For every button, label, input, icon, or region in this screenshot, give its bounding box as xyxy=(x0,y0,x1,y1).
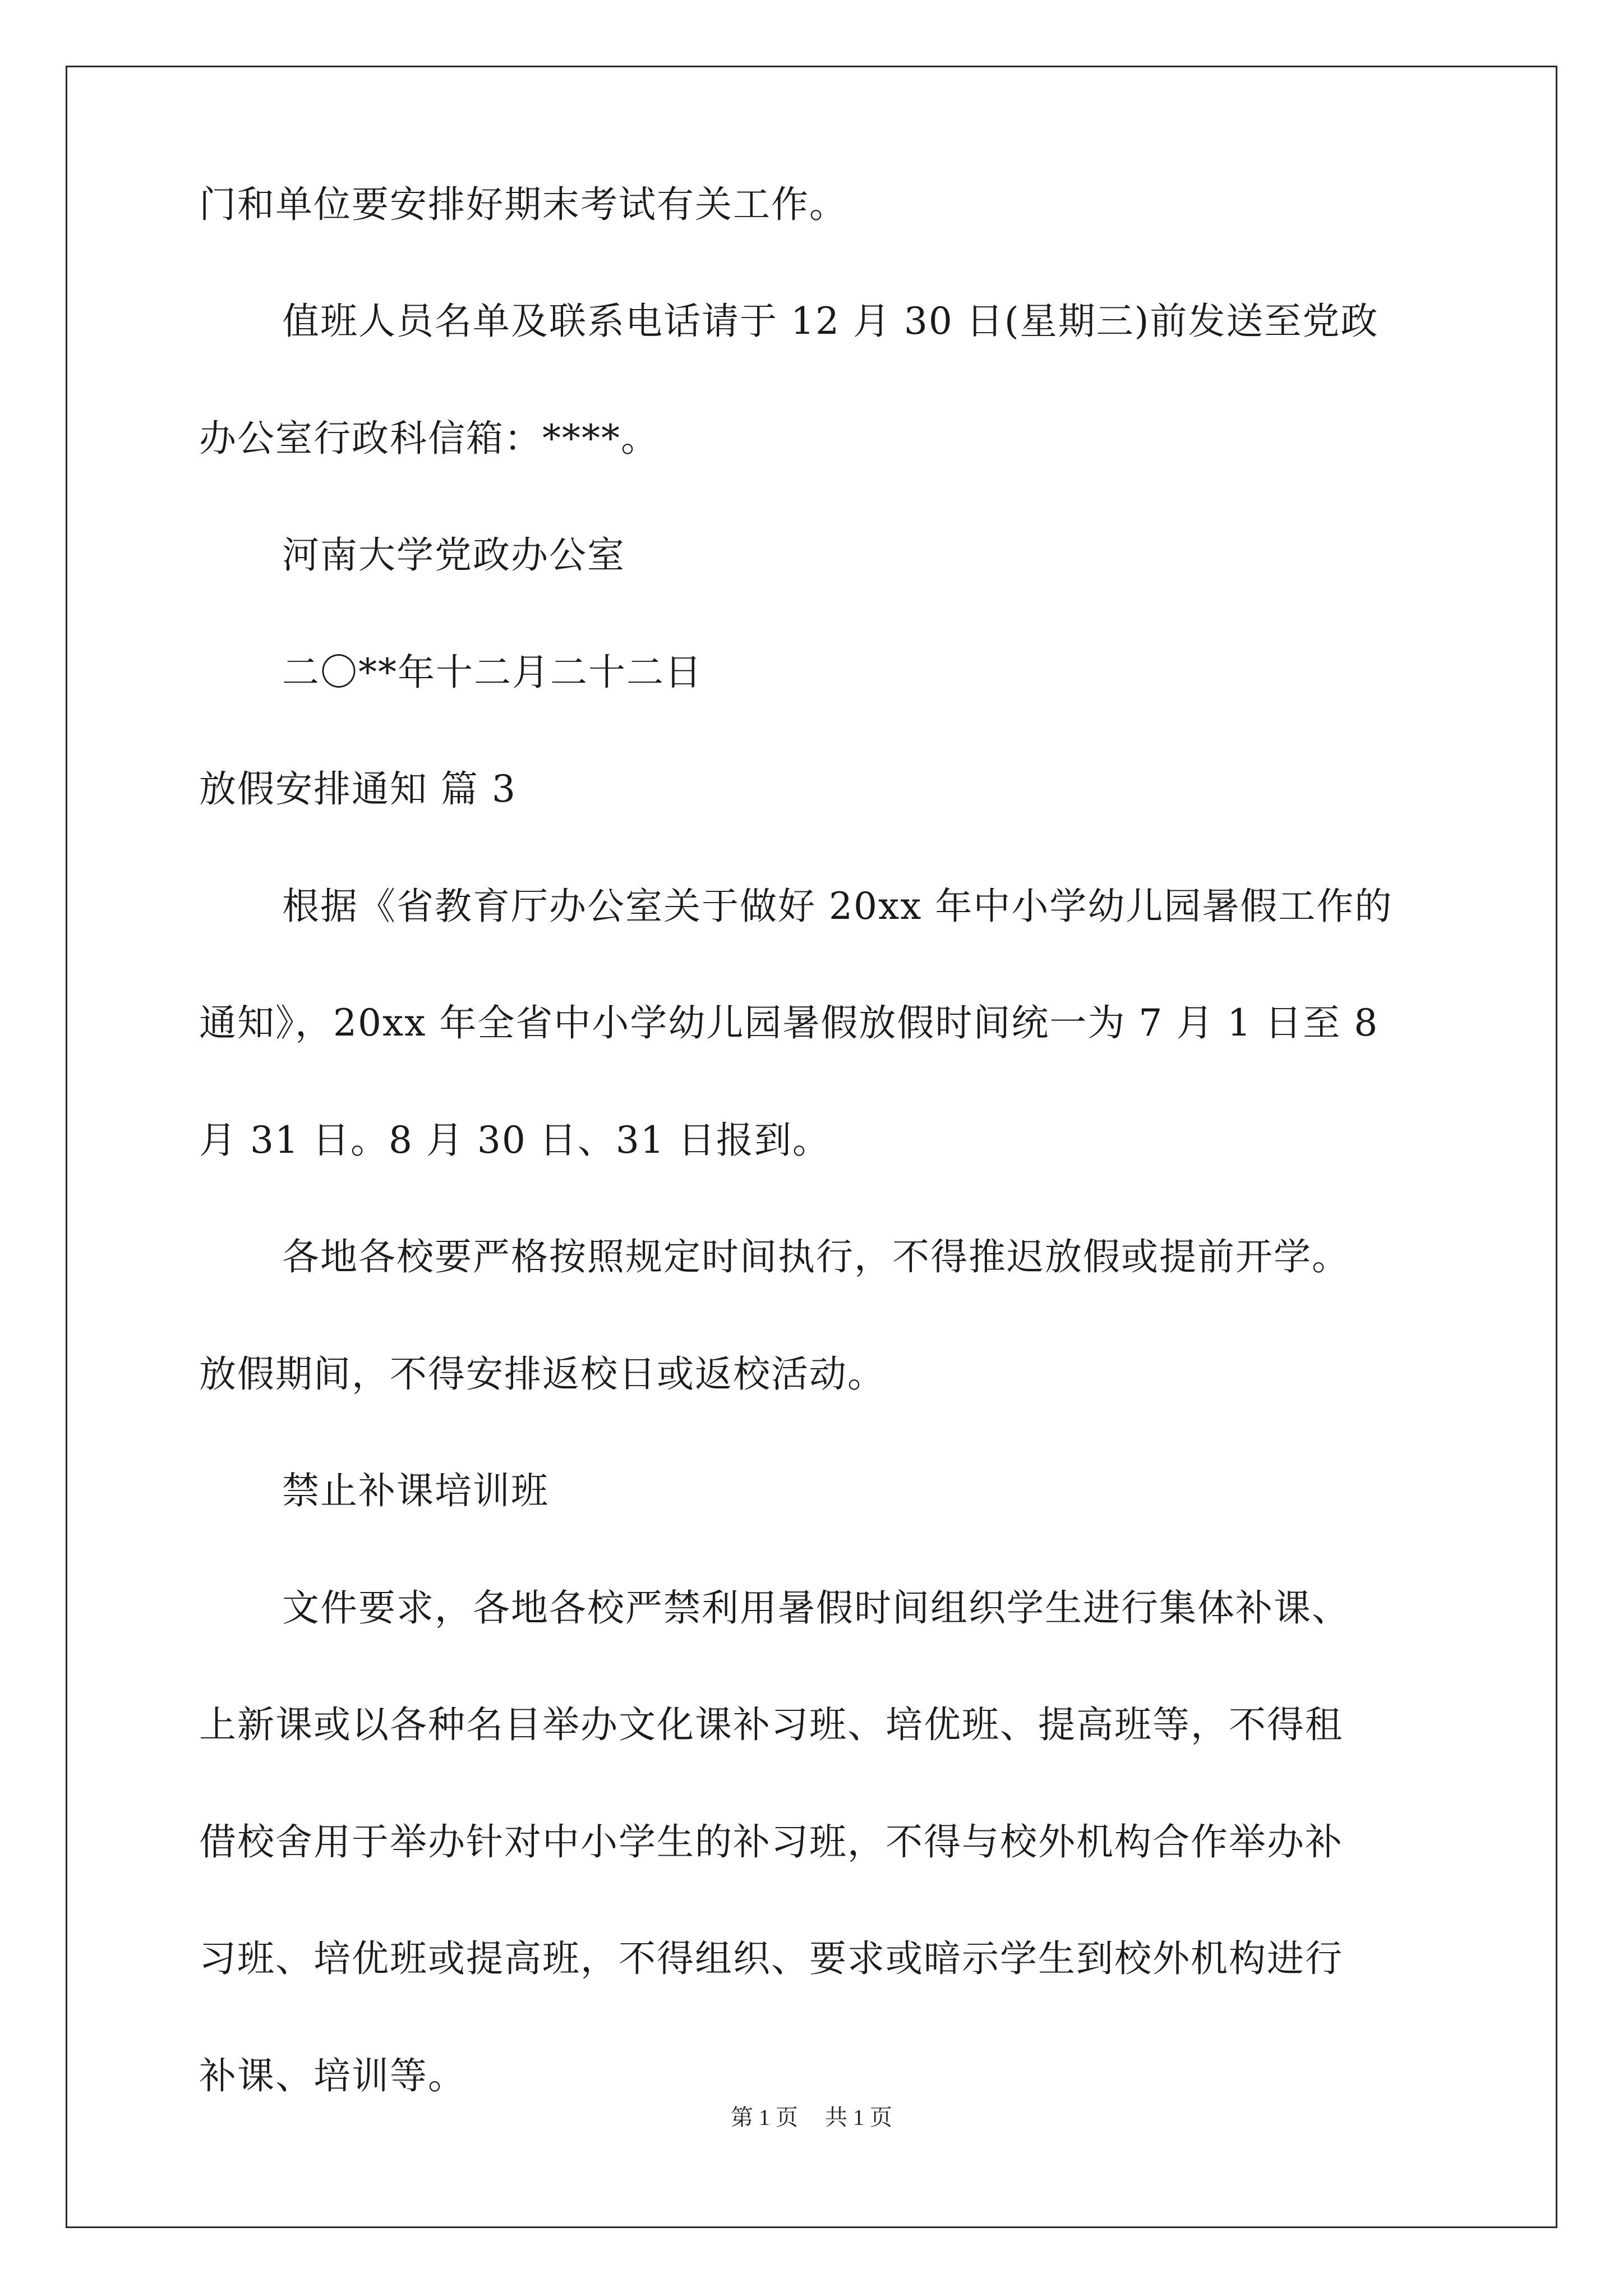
signature-organization: 河南大学党政办公室 xyxy=(282,533,625,577)
paragraph-line: 门和单位要安排好期末考试有关工作。 xyxy=(199,183,847,226)
paragraph-line: 各地各校要严格按照规定时间执行，不得推迟放假或提前开学。 xyxy=(282,1235,1350,1278)
subheading: 禁止补课培训班 xyxy=(282,1469,549,1512)
paragraph-line: 放假期间，不得安排返校日或返校活动。 xyxy=(199,1352,886,1396)
paragraph-line: 根据《省教育厅办公室关于做好 20xx 年中小学幼儿园暑假工作的 xyxy=(282,885,1393,928)
section-heading: 放假安排通知 篇 3 xyxy=(199,767,517,811)
paragraph-line: 习班、培优班或提高班，不得组织、要求或暗示学生到校外机构进行 xyxy=(199,1937,1343,1980)
paragraph-line: 补课、培训等。 xyxy=(199,2054,466,2097)
paragraph-line: 值班人员名单及联系电话请于 12 月 30 日(星期三)前发送至党政 xyxy=(282,300,1379,343)
page-number: 第 1 页 xyxy=(731,2105,798,2130)
paragraph-line: 上新课或以各种名目举办文化课补习班、培优班、提高班等，不得租 xyxy=(199,1703,1343,1746)
paragraph-line: 办公室行政科信箱：****。 xyxy=(199,417,659,460)
page-footer xyxy=(0,2104,1623,2132)
paragraph-line: 通知》，20xx 年全省中小学幼儿园暑假放假时间统一为 7 月 1 日至 8 xyxy=(199,1001,1379,1045)
paragraph-line: 月 31 日。8 月 30 日、31 日报到。 xyxy=(199,1119,831,1162)
page-total: 共 1 页 xyxy=(825,2105,892,2130)
signature-date: 二〇**年十二月二十二日 xyxy=(282,651,703,694)
paragraph-line: 文件要求，各地各校严禁利用暑假时间组织学生进行集体补课、 xyxy=(282,1586,1350,1630)
paragraph-line: 借校舍用于举办针对中小学生的补习班，不得与校外机构合作举办补 xyxy=(199,1820,1343,1864)
